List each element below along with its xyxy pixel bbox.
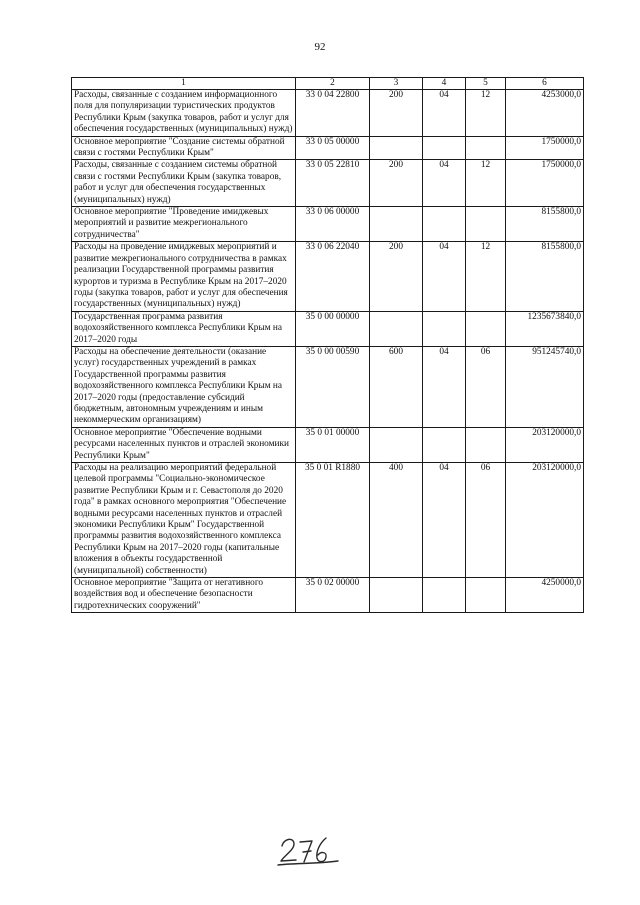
- row-target-code: 35 0 00 00590: [296, 346, 370, 427]
- row-section: [423, 207, 466, 242]
- table-row: [72, 346, 584, 427]
- row-expense-type: 200: [370, 160, 423, 207]
- row-subsection: [466, 136, 506, 160]
- row-amount: 203120000,0: [506, 427, 584, 462]
- row-expense-type: 200: [370, 242, 423, 311]
- row-subsection: [466, 578, 506, 613]
- row-target-code: 33 0 05 22810: [296, 160, 370, 207]
- row-target-code: 33 0 06 22040: [296, 242, 370, 311]
- row-target-code: 33 0 04 22800: [296, 90, 370, 137]
- row-subsection: 12: [466, 90, 506, 137]
- table-row: [72, 463, 584, 578]
- table-row: [72, 90, 584, 137]
- row-section: 04: [423, 160, 466, 207]
- row-target-code: 33 0 06 00000: [296, 207, 370, 242]
- row-amount: 4250000,0: [506, 578, 584, 613]
- row-section: [423, 578, 466, 613]
- table-row: [72, 160, 584, 207]
- row-name: Основное мероприятие "Проведение имиджевых мероприятий и развитие межрегионального сотрудничества": [72, 207, 296, 242]
- page-number: 92: [314, 41, 326, 53]
- row-subsection: 12: [466, 160, 506, 207]
- row-target-code: 35 0 00 00000: [296, 311, 370, 346]
- column-header: 5: [466, 78, 506, 90]
- table-row: [72, 311, 584, 346]
- row-section: 04: [423, 346, 466, 427]
- row-amount: 1235673840,0: [506, 311, 584, 346]
- row-expense-type: 600: [370, 346, 423, 427]
- column-header: 3: [370, 78, 423, 90]
- row-name: Расходы на проведение имиджевых мероприятий и развитие межрегионального сотрудничества в рамках реализации Государственной программы развития курортов и туризма в Республике Крым на 2017–2020 годы (закупка товаров, работ и услуг для обеспечения государственных (муниципальных) нужд): [72, 242, 296, 311]
- row-name: Расходы, связанные с созданием информационного поля для популяризации туристических продуктов Республики Крым (закупка товаров, работ и услуг для обеспечения государственных (муниципальных) нужд): [72, 90, 296, 137]
- row-subsection: [466, 207, 506, 242]
- column-header: 2: [296, 78, 370, 90]
- row-expense-type: 400: [370, 463, 423, 578]
- row-amount: 1750000,0: [506, 136, 584, 160]
- row-section: 04: [423, 242, 466, 311]
- row-section: [423, 136, 466, 160]
- row-name: Основное мероприятие "Создание системы обратной связи с гостями Республики Крым": [72, 136, 296, 160]
- row-name: Государственная программа развития водохозяйственного комплекса Республики Крым на 2017–2020 годы: [72, 311, 296, 346]
- row-expense-type: [370, 427, 423, 462]
- row-subsection: 12: [466, 242, 506, 311]
- column-header: 6: [506, 78, 584, 90]
- column-header: 4: [423, 78, 466, 90]
- row-section: [423, 427, 466, 462]
- row-amount: 1750000,0: [506, 160, 584, 207]
- row-amount: 4253000,0: [506, 90, 584, 137]
- table-row: [72, 136, 584, 160]
- row-target-code: 35 0 01 00000: [296, 427, 370, 462]
- row-name: Расходы, связанные с созданием системы обратной связи с гостями Республики Крым (закупка товаров, работ и услуг для обеспечения государственных (муниципальных) нужд): [72, 160, 296, 207]
- row-name: Основное мероприятие "Защита от негативного воздействия вод и обеспечение безопасности гидротехнических сооружений": [72, 578, 296, 613]
- row-name: Расходы на реализацию мероприятий федеральной целевой программы "Социально-экономическое развитие Республики Крым и г. Севастополя до 2020 года" в рамках основного мероприятия "Обеспечение водными ресурсами населенных пунктов и отраслей экономики Республики Крым" Государственной программы развития водохозяйственного комплекса Республики Крым на 2017–2020 годы (капитальные вложения в объекты государственной (муниципальной) собственности): [72, 463, 296, 578]
- row-target-code: 35 0 02 00000: [296, 578, 370, 613]
- row-section: 04: [423, 90, 466, 137]
- row-name: Расходы на обеспечение деятельности (оказание услуг) государственных учреждений в рамках Государственной программы развития водохозяйственного комплекса Республики Крым на 2017–2020 годы (предоставление субсидий бюджетным, автономным учреждениям и иным некоммерческим организациям): [72, 346, 296, 427]
- row-expense-type: [370, 136, 423, 160]
- table-row: [72, 427, 584, 462]
- table-row: [72, 242, 584, 311]
- row-subsection: 06: [466, 463, 506, 578]
- row-target-code: 35 0 01 R1880: [296, 463, 370, 578]
- table-header-row: [72, 78, 584, 90]
- table-row: [72, 207, 584, 242]
- handwritten-page-note: [276, 832, 346, 872]
- row-amount: 8155800,0: [506, 242, 584, 311]
- row-amount: 8155800,0: [506, 207, 584, 242]
- row-section: 04: [423, 463, 466, 578]
- row-expense-type: [370, 578, 423, 613]
- row-subsection: 06: [466, 346, 506, 427]
- row-expense-type: 200: [370, 90, 423, 137]
- row-subsection: [466, 427, 506, 462]
- budget-table: [71, 77, 584, 613]
- row-subsection: [466, 311, 506, 346]
- row-amount: 951245740,0: [506, 346, 584, 427]
- table-row: [72, 578, 584, 613]
- row-expense-type: [370, 207, 423, 242]
- row-section: [423, 311, 466, 346]
- column-header: 1: [72, 78, 296, 90]
- row-target-code: 33 0 05 00000: [296, 136, 370, 160]
- row-expense-type: [370, 311, 423, 346]
- row-amount: 203120000,0: [506, 463, 584, 578]
- row-name: Основное мероприятие "Обеспечение водными ресурсами населенных пунктов и отраслей экономики Республики Крым": [72, 427, 296, 462]
